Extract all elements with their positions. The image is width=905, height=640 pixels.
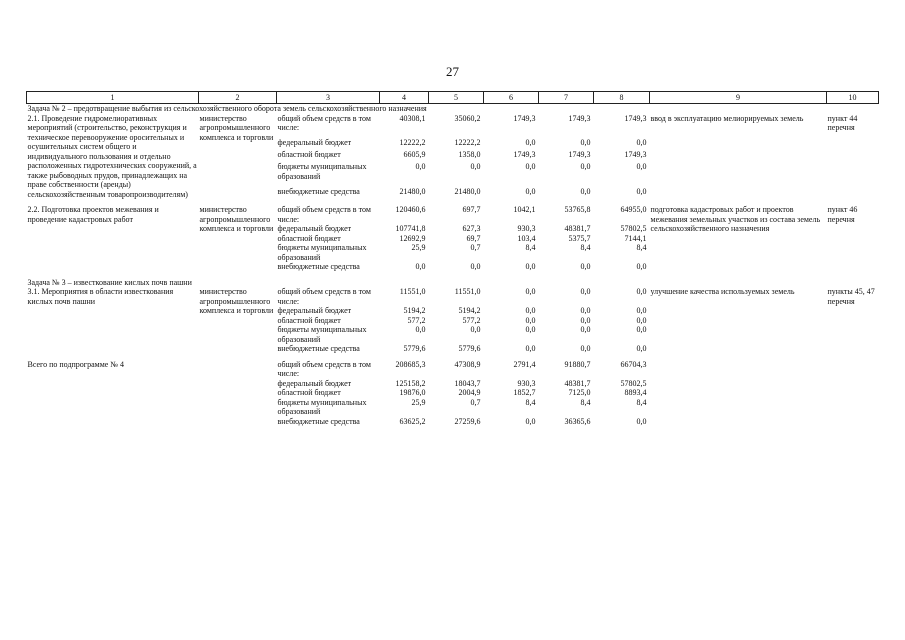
funding-source: федеральный бюджет	[277, 378, 352, 388]
funding-source: внебюджетные средства	[277, 344, 360, 353]
funding-source: внебюджетные средства	[277, 416, 360, 426]
amount-cell: 0,0	[580, 162, 591, 172]
column-header: 10	[827, 92, 879, 104]
table-row	[27, 360, 879, 379]
amount-cell: 1042,1	[513, 205, 536, 214]
table-row	[27, 205, 879, 224]
list-reference	[827, 360, 879, 427]
amount-cell: 930,3	[517, 224, 536, 233]
total-label: Всего по подпрограмме № 4	[27, 359, 124, 369]
amount-cell: 2791,4	[513, 359, 536, 369]
list-reference: пункты 45, 47 перечня	[827, 287, 875, 306]
column-header: 7	[539, 92, 594, 104]
column-header: 8	[594, 92, 650, 104]
amount-cell: 0,0	[580, 287, 591, 296]
funding-source: общий объем средств в том числе:	[277, 205, 371, 224]
amount-cell: 8,4	[636, 397, 647, 407]
column-header: 4	[380, 92, 429, 104]
task-title: Задача № 3 – известкование кислых почв пашни	[27, 277, 192, 287]
amount-cell: 7144,1	[624, 233, 647, 243]
amount-cell: 8,4	[580, 243, 591, 252]
amount-cell: 36365,6	[564, 416, 591, 426]
amount-cell: 0,0	[580, 344, 591, 353]
funding-source: областной бюджет	[277, 388, 341, 397]
amount-cell: 0,0	[525, 186, 536, 196]
amount-cell: 0,0	[636, 416, 647, 426]
amount-cell: 5194,2	[458, 306, 481, 315]
amount-cell: 0,0	[525, 287, 536, 296]
amount-cell: 697,7	[462, 205, 481, 214]
column-header: 1	[27, 92, 199, 104]
amount-cell: 19876,0	[399, 388, 426, 397]
amount-cell: 577,2	[462, 315, 481, 325]
amount-cell: 5375,7	[568, 233, 591, 243]
amount-cell: 1852,7	[513, 388, 536, 397]
funding-source: бюджеты муниципальных образований	[277, 243, 367, 262]
amount-cell: 0,0	[525, 416, 536, 426]
executor: министерство агропромышленного комплекса и торговли	[199, 287, 274, 315]
task-row	[27, 278, 879, 288]
executor: министерство агропромышленного комплекса и торговли	[199, 205, 274, 233]
amount-cell: 125158,2	[395, 378, 426, 388]
amount-cell: 1749,3	[568, 150, 591, 160]
amount-cell: 11551,0	[454, 287, 481, 296]
amount-cell: 8,4	[525, 397, 536, 407]
funding-source: внебюджетные средства	[277, 186, 360, 196]
amount-cell: 12222,2	[399, 137, 426, 147]
amount-cell: 107741,8	[395, 224, 426, 233]
amount-cell: 103,4	[517, 233, 536, 243]
amount-cell: 47308,9	[454, 359, 481, 369]
amount-cell: 0,0	[636, 186, 647, 196]
amount-cell: 577,2	[407, 315, 426, 325]
amount-cell: 63625,2	[399, 416, 426, 426]
amount-cell: 48381,7	[564, 378, 591, 388]
amount-cell: 0,0	[636, 162, 647, 172]
amount-cell: 0,0	[580, 262, 591, 271]
amount-cell: 0,0	[415, 262, 426, 271]
amount-cell: 18043,7	[454, 378, 481, 388]
header-row	[27, 92, 879, 104]
funding-source: областной бюджет	[277, 233, 341, 243]
amount-cell: 0,0	[636, 344, 647, 353]
list-reference: пункт 46 перечня	[827, 205, 858, 224]
amount-cell: 64955,0	[620, 205, 647, 214]
funding-source: общий объем средств в том числе:	[277, 359, 371, 378]
funding-source: областной бюджет	[277, 315, 341, 325]
amount-cell: 40308,1	[399, 113, 426, 123]
amount-cell: 0,0	[525, 262, 536, 271]
task-title: Задача № 2 – предотвращение выбытия из сельскохозяйственного оборота земель сельскохозяйственного назначения	[27, 104, 427, 113]
funding-source: областной бюджет	[277, 150, 341, 160]
funding-source: общий объем средств в том числе:	[277, 287, 371, 306]
funding-source: общий объем средств в том числе:	[277, 113, 371, 132]
amount-cell: 8,4	[525, 243, 536, 252]
amount-cell: 11551,0	[399, 287, 426, 296]
measure-name: 3.1. Мероприятия в области известкования кислых почв пашни	[27, 287, 174, 306]
amount-cell: 0,0	[525, 306, 536, 315]
row-spacer	[27, 426, 879, 432]
column-header: 5	[429, 92, 484, 104]
amount-cell: 2004,9	[458, 388, 481, 397]
expected-result: улучшение качества используемых земель	[650, 287, 795, 296]
amount-cell: 120460,6	[395, 205, 426, 214]
amount-cell: 627,3	[462, 224, 481, 233]
amount-cell: 48381,7	[564, 224, 591, 233]
amount-cell: 91880,7	[564, 359, 591, 369]
expected-result: ввод в эксплуатацию мелиорируемых земель	[650, 113, 804, 123]
amount-cell: 27259,6	[454, 416, 481, 426]
amount-cell: 21480,0	[399, 186, 426, 196]
amount-cell: 57802,5	[620, 224, 647, 233]
funding-source: внебюджетные средства	[277, 262, 360, 271]
amount-cell: 8893,4	[624, 388, 647, 397]
amount-cell: 1749,3	[624, 113, 647, 123]
amount-cell: 57802,5	[620, 378, 647, 388]
program-table	[26, 91, 879, 432]
amount-cell: 12692,9	[399, 233, 426, 243]
column-header: 9	[650, 92, 827, 104]
funding-source: федеральный бюджет	[277, 306, 352, 315]
table-body	[27, 92, 879, 433]
amount-cell: 0,0	[470, 162, 481, 172]
executor	[199, 360, 277, 427]
amount-cell: 8,4	[636, 243, 647, 252]
amount-cell: 0,0	[636, 262, 647, 271]
page-number: 27	[446, 64, 459, 79]
amount-cell: 0,0	[470, 325, 481, 334]
amount-cell: 53765,8	[564, 205, 591, 214]
amount-cell: 0,0	[525, 344, 536, 353]
amount-cell: 0,0	[636, 306, 647, 315]
amount-cell: 0,0	[636, 137, 647, 147]
amount-cell: 0,0	[580, 186, 591, 196]
amount-cell: 0,0	[525, 162, 536, 172]
funding-source: федеральный бюджет	[277, 137, 352, 147]
amount-cell: 930,3	[517, 378, 536, 388]
measure-name: 2.2. Подготовка проектов межевания и проведение кадастровых работ	[27, 205, 159, 224]
amount-cell: 69,7	[466, 233, 481, 243]
amount-cell: 1749,3	[568, 113, 591, 123]
amount-cell: 0,0	[580, 325, 591, 334]
amount-cell: 35060,2	[454, 113, 481, 123]
expected-result: подготовка кадастровых работ и проектов межевания земельных участков из состава земель сельскохозяйственного назначения	[650, 205, 821, 233]
amount-cell: 5779,6	[403, 344, 426, 353]
amount-cell: 7125,0	[568, 388, 591, 397]
amount-cell: 0,0	[636, 315, 647, 325]
table-row	[27, 287, 879, 306]
expected-result	[650, 360, 827, 427]
column-header: 2	[199, 92, 277, 104]
amount-cell: 25,9	[411, 243, 426, 252]
amount-cell: 25,9	[411, 397, 426, 407]
measure-name: 2.1. Проведение гидромелиоративных мероприятий (строительство, реконструкция и техническое перевооружение оросительных и осушительных систем общего и индивидуального пользования и отдельно расположенных гидротехнических сооружений, а также рыбоводных прудов, принадлежащих на праве собственности (аренды) сельскохозяйственным товаропроизводителям)	[27, 113, 197, 199]
amount-cell: 5194,2	[403, 306, 426, 315]
amount-cell: 0,0	[580, 137, 591, 147]
amount-cell: 0,0	[415, 325, 426, 334]
amount-cell: 21480,0	[454, 186, 481, 196]
amount-cell: 0,7	[470, 397, 481, 407]
executor: министерство агропромышленного комплекса и торговли	[199, 113, 274, 142]
funding-source: бюджеты муниципальных образований	[277, 325, 367, 344]
column-header: 6	[484, 92, 539, 104]
amount-cell: 1358,0	[458, 150, 481, 160]
task-row	[27, 104, 879, 114]
amount-cell: 0,0	[580, 306, 591, 315]
amount-cell: 6605,9	[403, 150, 426, 160]
table-row	[27, 114, 879, 138]
amount-cell: 208685,3	[395, 359, 426, 369]
amount-cell: 0,0	[525, 137, 536, 147]
amount-cell: 0,0	[525, 315, 536, 325]
amount-cell: 8,4	[580, 397, 591, 407]
amount-cell: 0,0	[636, 325, 647, 334]
amount-cell: 0,0	[415, 162, 426, 172]
funding-source: бюджеты муниципальных образований	[277, 397, 367, 416]
funding-source: федеральный бюджет	[277, 224, 352, 233]
amount-cell: 0,0	[636, 287, 647, 296]
amount-cell: 1749,3	[513, 150, 536, 160]
amount-cell: 0,0	[525, 325, 536, 334]
amount-cell: 12222,2	[454, 137, 481, 147]
amount-cell: 0,7	[470, 243, 481, 252]
amount-cell: 1749,3	[624, 150, 647, 160]
amount-cell: 0,0	[470, 262, 481, 271]
list-reference: пункт 44 перечня	[827, 113, 858, 132]
amount-cell: 66704,3	[620, 359, 647, 369]
funding-source: бюджеты муниципальных образований	[277, 162, 367, 181]
column-header: 3	[277, 92, 380, 104]
amount-cell: 0,0	[580, 315, 591, 325]
amount-cell: 5779,6	[458, 344, 481, 353]
amount-cell: 1749,3	[513, 113, 536, 123]
